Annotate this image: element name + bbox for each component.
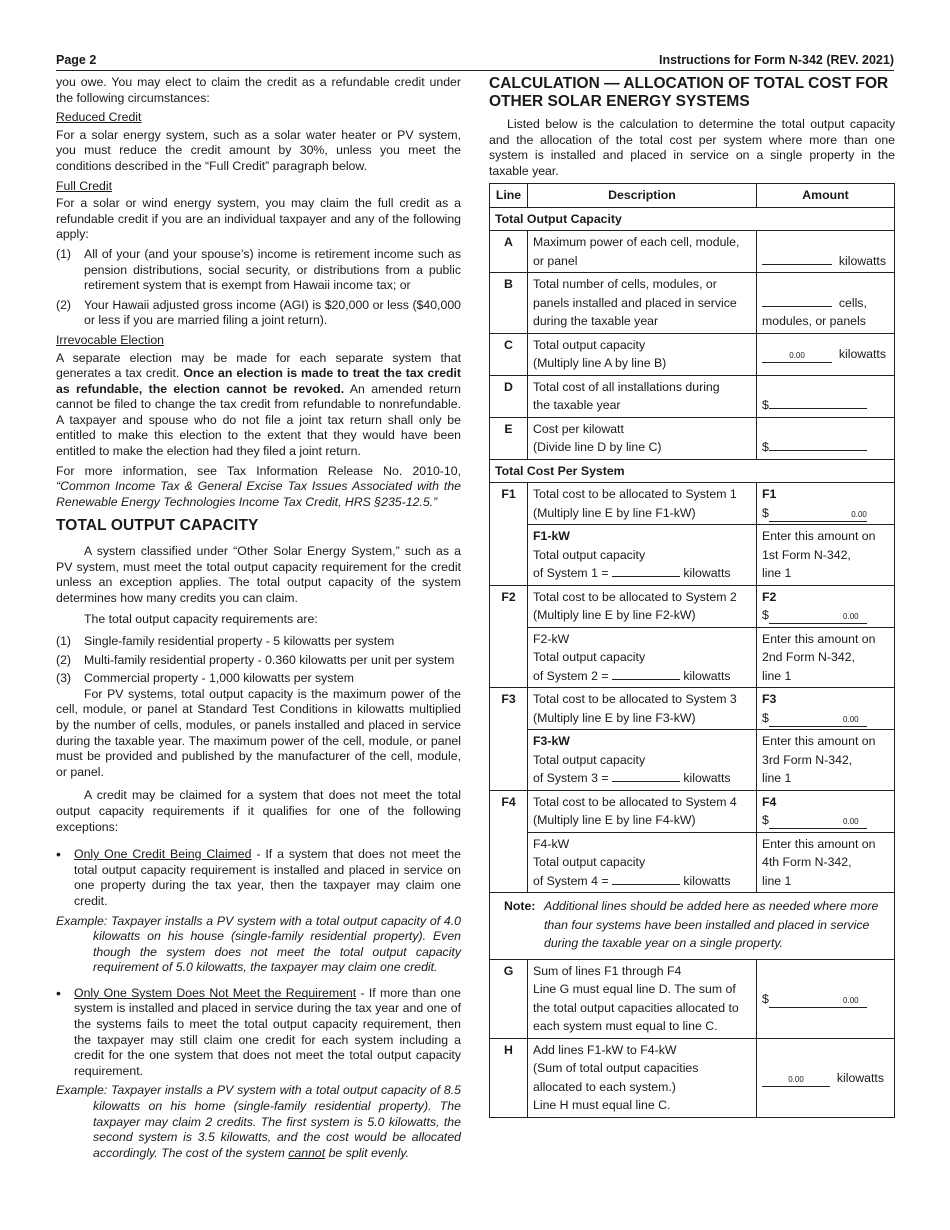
section-total-output-capacity: Total Output Capacity bbox=[490, 207, 895, 231]
col-amount: Amount bbox=[757, 184, 895, 208]
table-row: B Total number of cells, modules, or panels installed and placed in service during the taxable year cells, modules, or panels bbox=[490, 273, 895, 334]
line-b-input[interactable] bbox=[762, 294, 832, 307]
f4-amount[interactable]: 0.00 bbox=[769, 816, 867, 829]
full-credit-heading: Full Credit bbox=[56, 178, 113, 193]
table-row: F3-kW Total output capacity of System 3 = kilowatts Enter this amount on 3rd Form N-342, line 1 bbox=[490, 730, 895, 791]
table-row: A Maximum power of each cell, module, or panel kilowatts bbox=[490, 231, 895, 273]
table-row: F4 Total cost to be allocated to System 4 (Multiply line E by line F4-kW) F4 $ 0.00 bbox=[490, 790, 895, 832]
line-e-input[interactable] bbox=[769, 438, 867, 451]
bullet-icon: • bbox=[56, 984, 61, 1001]
line-h-value[interactable]: 0.00 bbox=[762, 1074, 830, 1087]
f1-kw-input[interactable] bbox=[612, 564, 680, 577]
toc-paragraph-4: A credit may be claimed for a system that does not meet the total output capacity requirements if it qualifies for one of the following exceptions: bbox=[56, 788, 461, 834]
note-row bbox=[490, 893, 895, 960]
toc-paragraph-2: The total output capacity requirements are: bbox=[84, 612, 318, 627]
table-row: H Add lines F1-kW to F4-kW (Sum of total output capacities allocated to each system.) Line H must equal line C. 0.00 kilowatts bbox=[490, 1038, 895, 1117]
section-total-cost-per-system: Total Cost Per System bbox=[490, 459, 895, 483]
page-header bbox=[56, 52, 894, 71]
reduced-credit-text: For a solar energy system, such as a solar water heater or PV system, you must reduce the credit amount by 30%, unless you meet the conditions described in the “Full Credit” paragraph below. bbox=[56, 127, 461, 173]
f1-amount[interactable]: 0.00 bbox=[769, 509, 867, 522]
intro-paragraph: you owe. You may elect to claim the credit as a refundable credit under the following circumstances: bbox=[56, 75, 461, 105]
list-item: (2) Your Hawaii adjusted gross income (AGI) is $20,000 or less ($40,000 or less if you are married filing a joint return). bbox=[56, 297, 461, 328]
example-1: Example: Taxpayer installs a PV system with a total output capacity of 4.0 kilowatts on his house (single-family residential property). Even though the system does not meet the total output capacity requirement of 5.0 kilowatts, the taxpayer may claim one credit. bbox=[56, 913, 461, 975]
f2-kw-input[interactable] bbox=[612, 667, 680, 680]
table-row: C Total output capacity (Multiply line A by line B) 0.00 kilowatts bbox=[490, 333, 895, 375]
table-row: F1 Total cost to be allocated to System 1 (Multiply line E by line F1-kW) F1 $ 0.00 bbox=[490, 483, 895, 525]
f3-amount[interactable]: 0.00 bbox=[769, 714, 867, 727]
toc-paragraph-3: For PV systems, total output capacity is the maximum power of the cell, module, or panel at Standard Test Conditions in kilowatts multiplied by the number of cells, modules, or panels installed and placed in service during the taxable year. The maximum power of the cell, module, or panel must be provided and published by the manufacturer of the cell, module, or panel. bbox=[56, 686, 461, 779]
toc-paragraph-1: A system classified under “Other Solar Energy System,” such as a PV system, must meet the total output capacity requirement for the credit unless an exception applies. The total output capacity of the system determines how many credits you can claim. bbox=[56, 544, 461, 605]
total-output-capacity-heading: TOTAL OUTPUT CAPACITY bbox=[56, 517, 259, 535]
calculation-table bbox=[489, 183, 895, 1118]
calculation-title: CALCULATION — ALLOCATION OF TOTAL COST FOR OTHER SOLAR ENERGY SYSTEMS bbox=[489, 75, 889, 110]
line-g-value[interactable]: 0.00 bbox=[769, 995, 867, 1008]
list-item: (2) Multi-family residential property - 0.360 kilowatts per unit per system bbox=[56, 652, 455, 667]
exception-bullet-2: • Only One System Does Not Meet the Requirement - If more than one system is installed and placed in service during the tax year and one of the systems fails to meet the total output capacity requirement, then the taxpayer may still claim one credit for each system including a credit for the one system that does not meet the total output capacity requirement. bbox=[56, 984, 461, 1078]
list-item: (1) All of your (and your spouse’s) income is retirement income such as pension distributions, social security, or distributions from a public retirement system that is exempt from Hawaii income tax; or bbox=[56, 246, 461, 293]
page-number: Page 2 bbox=[56, 53, 97, 67]
f2-amount[interactable]: 0.00 bbox=[769, 611, 867, 624]
form-title: Instructions for Form N-342 (REV. 2021) bbox=[658, 53, 894, 67]
note-label: Note: bbox=[504, 899, 536, 914]
table-row: D Total cost of all installations during the taxable year $ bbox=[490, 375, 895, 417]
table-row: F3 Total cost to be allocated to System 3 (Multiply line E by line F3-kW) F3 $ 0.00 bbox=[490, 688, 895, 730]
col-line: Line bbox=[490, 184, 528, 208]
irrevocable-election-text: A separate election may be made for each separate system that generates a tax credit. Once an election is made to treat the tax credit as refundable, the election cannot be revoked. An amended return cannot be filed to change the tax credit from refundable to nonrefundable. A taxpayer and spouse who do not file a joint tax return shall only be entitled to make this election to the extent that they would have been entitled to make the election had they filed a joint return. bbox=[56, 350, 461, 459]
table-header-row bbox=[490, 184, 895, 208]
right-column bbox=[489, 75, 895, 1118]
irrevocable-election-heading: Irrevocable Election bbox=[56, 332, 164, 347]
table-row: G Sum of lines F1 through F4 Line G must equal line D. The sum of the total output capacities allocated to each system must equal to line C. $ 0.00 bbox=[490, 959, 895, 1038]
exception-bullet-1: • Only One Credit Being Claimed - If a system that does not meet the total output capacity requirement is installed and placed in service on one property during the tax year, then the taxpayer may claim one credit. bbox=[56, 846, 461, 908]
note-text: Additional lines should be added here as needed where more than four systems have been installed and placed in service during the taxable year on a single property. bbox=[544, 899, 879, 951]
reduced-credit-heading: Reduced Credit bbox=[56, 110, 142, 125]
calculation-intro: Listed below is the calculation to determine the total output capacity and the allocation of the total cost per system where more than one system is installed and placed in service on a single property in the taxable year. bbox=[489, 117, 895, 178]
left-column bbox=[56, 75, 461, 1165]
line-d-input[interactable] bbox=[769, 396, 867, 409]
table-row: E Cost per kilowatt (Divide line D by line C) $ bbox=[490, 417, 895, 459]
f4-kw-input[interactable] bbox=[612, 872, 680, 885]
table-row: F2 Total cost to be allocated to System 2 (Multiply line E by line F2-kW) F2 $ 0.00 bbox=[490, 585, 895, 627]
more-information-text: For more information, see Tax Information Release No. 2010-10, “Common Income Tax & General Excise Tax Issues Associated with the Renewable Energy Technologies Income Tax Credit, HRS §235-12.5.” bbox=[56, 463, 461, 509]
example-2: Example: Taxpayer installs a PV system with a total output capacity of 8.5 kilowatts on his home (single-family residential property). The taxpayer may claim 2 credits. The first system is 5.0 kilowatts, the second system is 3.5 kilowatts, and the cost would be allocated accordingly. The cost of the system cannot be split evenly. bbox=[56, 1083, 461, 1160]
col-description: Description bbox=[528, 184, 757, 208]
full-credit-text: For a solar or wind energy system, you may claim the full credit as a refundable credit if you are an individual taxpayer and any of the following apply: bbox=[56, 196, 461, 242]
f3-kw-input[interactable] bbox=[612, 769, 680, 782]
bullet-icon: • bbox=[56, 846, 61, 863]
list-item: (3) Commercial property - 1,000 kilowatts per system bbox=[56, 671, 354, 686]
line-c-value[interactable]: 0.00 bbox=[762, 350, 832, 363]
table-row: F2-kW Total output capacity of System 2 = kilowatts Enter this amount on 2nd Form N-342, line 1 bbox=[490, 627, 895, 688]
line-a-input[interactable] bbox=[762, 252, 832, 265]
table-row: F4-kW Total output capacity of System 4 = kilowatts Enter this amount on 4th Form N-342, line 1 bbox=[490, 832, 895, 893]
list-item: (1) Single-family residential property - 5 kilowatts per system bbox=[56, 634, 395, 648]
table-row: F1-kW Total output capacity of System 1 = kilowatts Enter this amount on 1st Form N-342, line 1 bbox=[490, 525, 895, 586]
